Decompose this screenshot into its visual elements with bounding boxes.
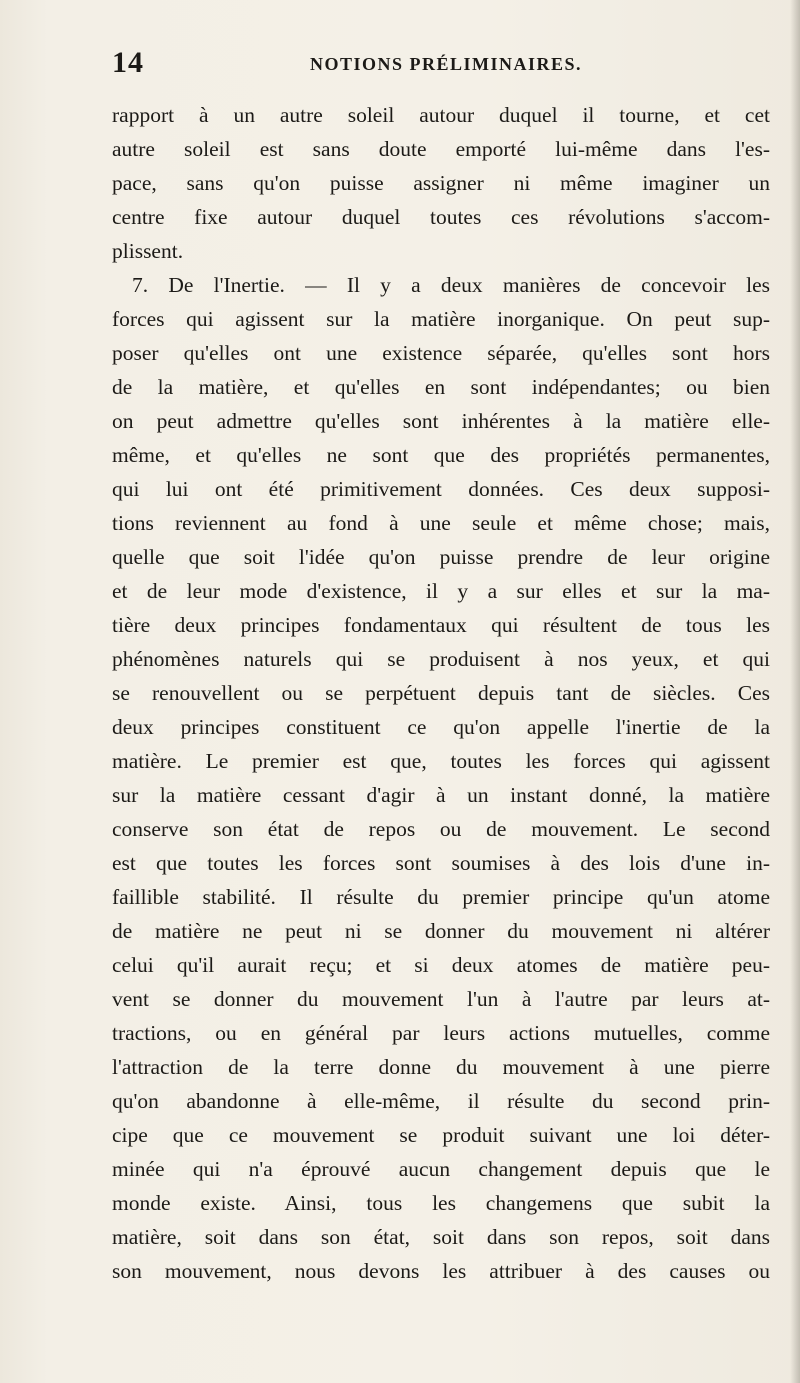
text-line: on peut admettre qu'elles sont inhérentes à la matière elle- — [112, 409, 770, 433]
text-line: pace, sans qu'on puisse assigner ni même imaginer un — [112, 171, 770, 195]
text-line: de la matière, et qu'elles en sont indépendantes; ou bien — [112, 375, 770, 399]
page-edge-shadow — [790, 0, 800, 1383]
text-line: poser qu'elles ont une existence séparée, qu'elles sont hors — [112, 341, 770, 365]
text-line: deux principes constituent ce qu'on appelle l'inertie de la — [112, 715, 770, 739]
text-line: plissent. — [112, 239, 184, 263]
text-line: tractions, ou en général par leurs actions mutuelles, comme — [112, 1021, 770, 1045]
text-line: son mouvement, nous devons les attribuer à des causes ou — [112, 1259, 770, 1283]
text-line: vent se donner du mouvement l'un à l'autre par leurs at- — [112, 987, 770, 1011]
text-line: celui qu'il aurait reçu; et si deux atomes de matière peu- — [112, 953, 770, 977]
text-line: tions reviennent au fond à une seule et même chose; mais, — [112, 511, 770, 535]
text-line: autre soleil est sans doute emporté lui-même dans l'es- — [112, 137, 770, 161]
text-line: et de leur mode d'existence, il y a sur elles et sur la ma- — [112, 579, 770, 603]
text-line: qu'on abandonne à elle-même, il résulte du second prin- — [112, 1089, 770, 1113]
text-line: matière. Le premier est que, toutes les forces qui agissent — [112, 749, 770, 773]
text-line: conserve son état de repos ou de mouvement. Le second — [112, 817, 770, 841]
text-line: se renouvellent ou se perpétuent depuis tant de siècles. Ces — [112, 681, 770, 705]
text-line: sur la matière cessant d'agir à un instant donné, la matière — [112, 783, 770, 807]
text-line: qui lui ont été primitivement données. Ces deux supposi- — [112, 477, 770, 501]
page-number: 14 — [112, 46, 144, 79]
text-line: de matière ne peut ni se donner du mouvement ni altérer — [112, 919, 770, 943]
running-head: NOTIONS PRÉLIMINAIRES. — [310, 54, 583, 74]
text-line: centre fixe autour duquel toutes ces révolutions s'accom- — [112, 205, 770, 229]
text-line: est que toutes les forces sont soumises à des lois d'une in- — [112, 851, 770, 875]
page-header — [112, 46, 772, 86]
text-line: monde existe. Ainsi, tous les changemens que subit la — [112, 1191, 770, 1215]
body-text — [112, 98, 770, 1288]
section-heading-line: 7. De l'Inertie. — Il y a deux manières de concevoir les — [132, 273, 770, 297]
text-line: matière, soit dans son état, soit dans son repos, soit dans — [112, 1225, 770, 1249]
text-line: forces qui agissent sur la matière inorganique. On peut sup- — [112, 307, 770, 331]
text-line: minée qui n'a éprouvé aucun changement depuis que le — [112, 1157, 770, 1181]
text-line: tière deux principes fondamentaux qui résultent de tous les — [112, 613, 770, 637]
text-line: quelle que soit l'idée qu'on puisse prendre de leur origine — [112, 545, 770, 569]
text-line: rapport à un autre soleil autour duquel il tourne, et cet — [112, 103, 770, 127]
text-line: cipe que ce mouvement se produit suivant une loi déter- — [112, 1123, 770, 1147]
text-line: même, et qu'elles ne sont que des propriétés permanentes, — [112, 443, 770, 467]
text-line: phénomènes naturels qui se produisent à nos yeux, et qui — [112, 647, 770, 671]
text-line: l'attraction de la terre donne du mouvement à une pierre — [112, 1055, 770, 1079]
text-line: faillible stabilité. Il résulte du premier principe qu'un atome — [112, 885, 770, 909]
